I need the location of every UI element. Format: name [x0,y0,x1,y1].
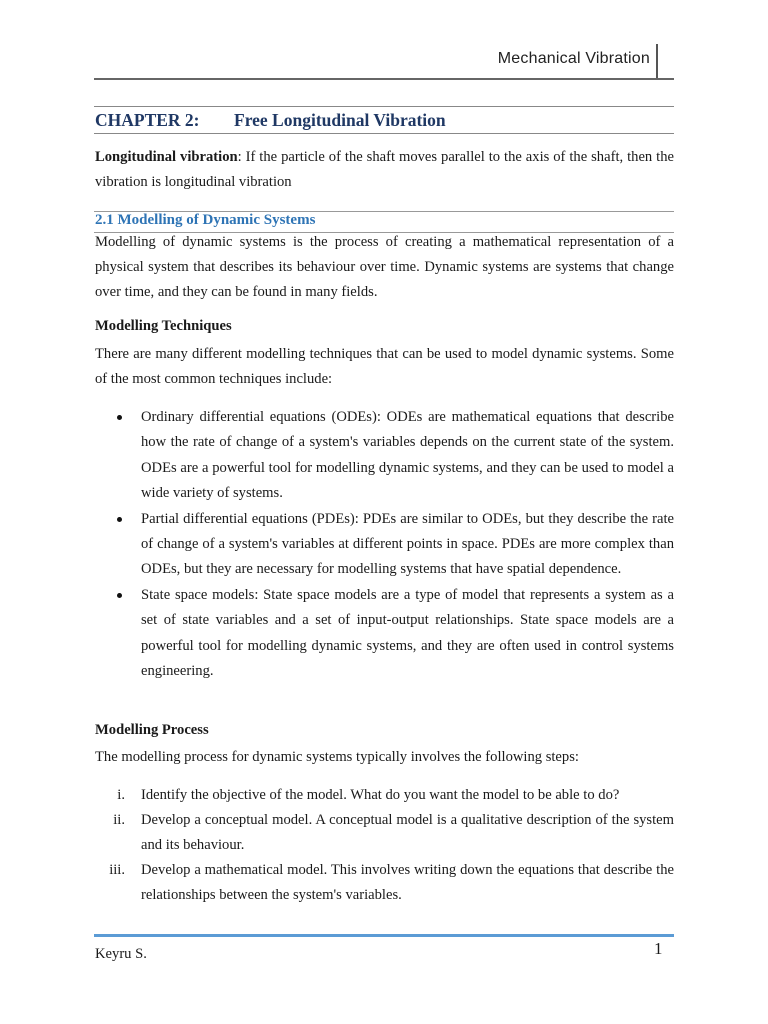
chapter-label: CHAPTER 2: [95,110,200,130]
section-heading: 2.1 Modelling of Dynamic Systems [95,212,316,228]
process-intro: The modelling process for dynamic systems typically involves the following steps: [95,749,579,765]
list-item [109,858,674,908]
header-vertical-rule [656,44,658,80]
techniques-heading: Modelling Techniques [95,318,232,334]
chapter-rule-bottom [94,133,674,134]
step-number: iii. [109,862,125,878]
header-rule [94,78,674,80]
footer-rule [94,934,674,937]
footer-author: Keyru S. [95,946,147,962]
step-text: Develop a mathematical model. This involves writing down the equations that describe the relationships between the system's variables. [141,862,674,903]
page-number: 1 [654,939,663,958]
definition-term: Longitudinal vibration [95,149,238,165]
list-item [113,808,674,858]
definition-paragraph [95,145,674,195]
chapter-title: Free Longitudinal Vibration [234,110,446,130]
process-heading: Modelling Process [95,722,209,738]
list-item-text: State space models: State space models are a type of model that represents a system as a set of state variables and a set of input-output relationships. State space models are a powerful tool for modelling dynamic systems, and they are often used in control systems engineering. [141,586,674,680]
bullet-icon [117,517,122,522]
process-steps [109,783,674,908]
bullet-icon [117,593,122,598]
chapter-rule-top [94,106,674,107]
list-item-text: Ordinary differential equations (ODEs): ODEs are mathematical equations that describe how the rate of change of a system's variables depends on the current state of the system. ODEs are a powerful tool for modelling dynamic systems, and they can be used to model a wide variety of systems. [141,409,674,502]
list-item [141,405,674,507]
section-intro: Modelling of dynamic systems is the process of creating a mathematical representation of a physical system that describes its behaviour over time. Dynamic systems are systems that change over time, and they can be found in many fields. [95,234,674,300]
list-item [141,583,674,685]
list-item-text: Partial differential equations (PDEs): PDEs are similar to ODEs, but they describe the rate of change of a system's variables at different points in space. PDEs are more complex than ODEs, but they are necessary for modelling systems that have spatial dependence. [141,510,674,578]
techniques-intro: There are many different modelling techniques that can be used to model dynamic systems. Some of the most common techniques include: [95,346,674,387]
step-text: Develop a conceptual model. A conceptual model is a qualitative description of the system and its behaviour. [141,812,674,853]
definition-text: : If the particle of the shaft moves parallel to the axis of the shaft, then the vibration is longitudinal vibration [95,149,674,190]
step-number: i. [117,787,125,803]
bullet-icon [117,415,122,420]
step-number: ii. [113,812,125,828]
list-item [117,783,674,808]
list-item [141,507,674,583]
step-text: Identify the objective of the model. What do you want the model to be able to do? [141,787,620,803]
techniques-list [141,405,674,684]
chapter-heading [95,110,446,131]
running-header: Mechanical Vibration [497,50,650,67]
